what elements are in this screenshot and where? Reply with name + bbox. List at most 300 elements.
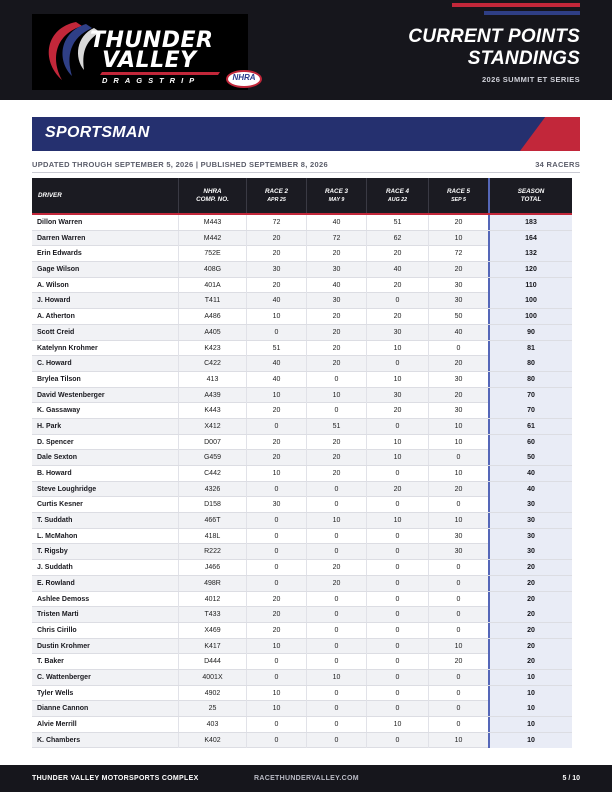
cell-race2: 30: [246, 497, 306, 512]
cell-race3: 10: [306, 513, 366, 528]
cell-race5: 0: [428, 717, 488, 732]
cell-race5: 10: [428, 466, 488, 481]
cell-race5: 30: [428, 372, 488, 387]
cell-driver: K. Chambers: [37, 736, 81, 744]
cell-race4: 0: [366, 639, 428, 654]
nhra-badge-text: NHRA: [232, 73, 256, 82]
cell-season-total: 61: [488, 419, 572, 434]
cell-race3: 0: [306, 623, 366, 638]
table-row: [32, 560, 572, 576]
cell-race3: 0: [306, 686, 366, 701]
table-row: [32, 278, 572, 294]
table-body: [32, 215, 572, 748]
cell-driver: Erin Edwards: [37, 250, 82, 258]
cell-race4: 0: [366, 592, 428, 607]
cell-comp-no: D444: [178, 654, 246, 669]
cell-driver: Katelynn Krohmer: [37, 344, 98, 352]
cell-race2: 10: [246, 466, 306, 481]
cell-comp-no: A439: [178, 388, 246, 403]
logo-word-thunder: THUNDER: [90, 28, 214, 53]
cell-race5: 20: [428, 262, 488, 277]
cell-comp-no: 4012: [178, 592, 246, 607]
cell-season-total: 20: [488, 639, 572, 654]
cell-season-total: 80: [488, 372, 572, 387]
cell-driver: Dustin Krohmer: [37, 642, 90, 650]
cell-race5: 0: [428, 576, 488, 591]
cell-race2: 20: [246, 231, 306, 246]
cell-season-total: 10: [488, 670, 572, 685]
cell-driver: B. Howard: [37, 470, 72, 477]
standings-table: [32, 178, 572, 748]
table-row: [32, 419, 572, 435]
cell-race4: 0: [366, 466, 428, 481]
cell-race3: 30: [306, 293, 366, 308]
cell-race5: 40: [428, 325, 488, 340]
table-row: [32, 246, 572, 262]
cell-driver: K. Gassaway: [37, 407, 81, 415]
cell-race2: 51: [246, 341, 306, 356]
cell-race2: 10: [246, 701, 306, 716]
cell-driver: T. Rigsby: [37, 548, 68, 556]
table-header: [32, 178, 572, 215]
column-header-race3-date: MAY 9: [328, 196, 345, 203]
cell-comp-no: 403: [178, 717, 246, 732]
cell-race3: 0: [306, 639, 366, 654]
table-row: [32, 293, 572, 309]
cell-driver: D. Spencer: [37, 438, 74, 446]
cell-race3: 20: [306, 466, 366, 481]
column-header-comp-line1: NHRA: [203, 187, 222, 195]
cell-race4: 10: [366, 717, 428, 732]
cell-race5: 10: [428, 639, 488, 654]
cell-race3: 20: [306, 325, 366, 340]
column-header-race4: [366, 178, 428, 213]
table-row: [32, 497, 572, 513]
cell-comp-no: 4001X: [178, 670, 246, 685]
table-row: [32, 670, 572, 686]
cell-driver: Dale Sexton: [37, 454, 78, 462]
column-header-race4-label: RACE 4: [385, 187, 410, 195]
cell-season-total: 110: [488, 278, 572, 293]
cell-comp-no: R222: [178, 544, 246, 559]
page-title-line2: STANDINGS: [467, 48, 580, 69]
cell-season-total: 50: [488, 450, 572, 465]
cell-race2: 0: [246, 419, 306, 434]
table-row: [32, 513, 572, 529]
cell-driver: H. Park: [37, 422, 62, 430]
cell-driver: Dianne Cannon: [37, 705, 89, 713]
table-row: [32, 654, 572, 670]
cell-race4: 0: [366, 419, 428, 434]
cell-race2: 40: [246, 372, 306, 387]
section-title: SPORTSMAN: [45, 124, 150, 141]
cell-season-total: 30: [488, 513, 572, 528]
cell-race3: 51: [306, 419, 366, 434]
cell-race2: 20: [246, 435, 306, 450]
cell-race4: 10: [366, 513, 428, 528]
cell-race2: 0: [246, 654, 306, 669]
cell-comp-no: T411: [178, 293, 246, 308]
banner-red-accent: [520, 117, 580, 151]
cell-race3: 0: [306, 701, 366, 716]
cell-race3: 0: [306, 592, 366, 607]
column-header-race3-label: RACE 3: [324, 187, 349, 195]
cell-race3: 40: [306, 278, 366, 293]
cell-race4: 10: [366, 435, 428, 450]
cell-season-total: 70: [488, 403, 572, 418]
cell-comp-no: 413: [178, 372, 246, 387]
cell-race5: 0: [428, 341, 488, 356]
table-row: [32, 435, 572, 451]
cell-comp-no: G459: [178, 450, 246, 465]
cell-race2: 20: [246, 246, 306, 261]
cell-race4: 30: [366, 325, 428, 340]
column-header-season-total: [488, 178, 572, 213]
cell-driver: Curtis Kesner: [37, 501, 83, 509]
column-header-race2-label: RACE 2: [264, 187, 289, 195]
cell-driver: Gage Wilson: [37, 266, 80, 274]
cell-race2: 10: [246, 309, 306, 324]
cell-driver: Darren Warren: [37, 234, 86, 242]
cell-comp-no: M442: [178, 231, 246, 246]
page-title: [408, 26, 580, 70]
cell-race3: 0: [306, 482, 366, 497]
cell-season-total: 20: [488, 607, 572, 622]
table-row: [32, 544, 572, 560]
cell-race5: 10: [428, 231, 488, 246]
cell-season-total: 80: [488, 356, 572, 371]
cell-season-total: 40: [488, 482, 572, 497]
cell-race2: 10: [246, 388, 306, 403]
standings-meta: [32, 160, 580, 170]
cell-driver: J. Suddath: [37, 564, 73, 572]
cell-comp-no: A486: [178, 309, 246, 324]
cell-season-total: 10: [488, 686, 572, 701]
cell-race3: 10: [306, 388, 366, 403]
cell-race5: 10: [428, 435, 488, 450]
cell-comp-no: 4902: [178, 686, 246, 701]
column-header-race4-date: AUG 22: [387, 196, 408, 203]
table-row: [32, 231, 572, 247]
cell-race4: 40: [366, 262, 428, 277]
cell-race2: 20: [246, 592, 306, 607]
table-row: [32, 733, 572, 749]
cell-comp-no: 498R: [178, 576, 246, 591]
cell-race2: 30: [246, 262, 306, 277]
cell-comp-no: K443: [178, 403, 246, 418]
cell-race4: 0: [366, 607, 428, 622]
cell-driver: T. Baker: [37, 658, 64, 666]
cell-race3: 20: [306, 341, 366, 356]
cell-season-total: 20: [488, 560, 572, 575]
cell-race5: 20: [428, 482, 488, 497]
cell-comp-no: K423: [178, 341, 246, 356]
cell-race5: 30: [428, 278, 488, 293]
cell-race2: 0: [246, 576, 306, 591]
cell-driver: A. Wilson: [37, 281, 69, 289]
column-header-total-line2: TOTAL: [520, 195, 542, 203]
cell-driver: Steve Loughridge: [37, 485, 97, 493]
cell-race5: 20: [428, 356, 488, 371]
column-header-race3: [306, 178, 366, 213]
cell-race4: 30: [366, 388, 428, 403]
cell-season-total: 20: [488, 592, 572, 607]
cell-race5: 0: [428, 670, 488, 685]
cell-season-total: 20: [488, 623, 572, 638]
section-banner: [32, 117, 580, 151]
cell-race5: 0: [428, 450, 488, 465]
column-header-comp-line2: COMP. NO.: [196, 195, 229, 203]
cell-season-total: 120: [488, 262, 572, 277]
cell-race2: 10: [246, 639, 306, 654]
cell-race3: 0: [306, 372, 366, 387]
cell-race5: 20: [428, 388, 488, 403]
cell-race3: 0: [306, 733, 366, 748]
cell-race5: 10: [428, 513, 488, 528]
page-header: [0, 0, 612, 100]
cell-season-total: 40: [488, 466, 572, 481]
cell-race4: 20: [366, 278, 428, 293]
cell-season-total: 100: [488, 309, 572, 324]
cell-race3: 20: [306, 246, 366, 261]
cell-race3: 0: [306, 497, 366, 512]
cell-driver: Dillon Warren: [37, 219, 83, 226]
cell-race5: 0: [428, 560, 488, 575]
cell-race4: 0: [366, 701, 428, 716]
cell-comp-no: X412: [178, 419, 246, 434]
cell-race3: 40: [306, 215, 366, 230]
cell-race2: 20: [246, 450, 306, 465]
cell-comp-no: T433: [178, 607, 246, 622]
cell-comp-no: 408G: [178, 262, 246, 277]
cell-race4: 0: [366, 529, 428, 544]
cell-comp-no: J466: [178, 560, 246, 575]
cell-race5: 30: [428, 293, 488, 308]
cell-comp-no: K402: [178, 733, 246, 748]
cell-race2: 0: [246, 544, 306, 559]
table-row: [32, 482, 572, 498]
cell-race2: 0: [246, 325, 306, 340]
series-subtitle: 2026 SUMMIT ET SERIES: [481, 75, 580, 84]
cell-season-total: 20: [488, 576, 572, 591]
cell-season-total: 10: [488, 717, 572, 732]
cell-race2: 0: [246, 670, 306, 685]
table-row: [32, 325, 572, 341]
cell-race2: 40: [246, 356, 306, 371]
cell-race2: 72: [246, 215, 306, 230]
cell-driver: L. McMahon: [37, 532, 78, 540]
cell-comp-no: 4326: [178, 482, 246, 497]
cell-race4: 0: [366, 497, 428, 512]
header-red-stripe: [452, 3, 580, 7]
cell-driver: David Westenberger: [37, 391, 105, 399]
cell-season-total: 30: [488, 529, 572, 544]
cell-race2: 20: [246, 607, 306, 622]
cell-driver: Chris Cirillo: [37, 626, 77, 634]
cell-race2: 20: [246, 278, 306, 293]
cell-comp-no: M443: [178, 215, 246, 230]
cell-season-total: 20: [488, 654, 572, 669]
table-row: [32, 309, 572, 325]
cell-race3: 20: [306, 560, 366, 575]
cell-race2: 0: [246, 733, 306, 748]
table-row: [32, 466, 572, 482]
cell-race5: 0: [428, 592, 488, 607]
cell-race3: 20: [306, 576, 366, 591]
cell-race4: 0: [366, 686, 428, 701]
cell-race4: 0: [366, 733, 428, 748]
cell-race5: 0: [428, 686, 488, 701]
cell-race3: 30: [306, 262, 366, 277]
table-row: [32, 372, 572, 388]
cell-race2: 20: [246, 403, 306, 418]
cell-race3: 10: [306, 670, 366, 685]
table-row: [32, 686, 572, 702]
cell-season-total: 70: [488, 388, 572, 403]
cell-race4: 0: [366, 654, 428, 669]
cell-race5: 0: [428, 701, 488, 716]
cell-race5: 20: [428, 215, 488, 230]
cell-season-total: 164: [488, 231, 572, 246]
cell-race4: 0: [366, 576, 428, 591]
cell-race3: 0: [306, 607, 366, 622]
cell-race4: 20: [366, 403, 428, 418]
cell-season-total: 10: [488, 701, 572, 716]
cell-comp-no: D158: [178, 497, 246, 512]
cell-race2: 10: [246, 686, 306, 701]
cell-driver: Tristen Marti: [37, 611, 79, 619]
cell-driver: A. Atherton: [37, 313, 75, 321]
table-row: [32, 341, 572, 357]
cell-comp-no: 25: [178, 701, 246, 716]
column-header-race5-date: SEP 5: [451, 196, 466, 203]
cell-season-total: 30: [488, 544, 572, 559]
cell-comp-no: K417: [178, 639, 246, 654]
cell-driver: Brylea Tilson: [37, 375, 81, 383]
table-row: [32, 639, 572, 655]
footer-org: THUNDER VALLEY MOTORSPORTS COMPLEX: [32, 775, 199, 782]
cell-comp-no: 752E: [178, 246, 246, 261]
cell-race5: 0: [428, 497, 488, 512]
cell-race5: 20: [428, 654, 488, 669]
column-header-driver-label: DRIVER: [38, 191, 62, 199]
cell-driver: E. Rowland: [37, 579, 75, 587]
cell-driver: Tyler Wells: [37, 689, 74, 697]
table-row: [32, 701, 572, 717]
column-header-race2-date: APR 25: [267, 196, 286, 203]
nhra-badge: [226, 70, 262, 88]
cell-race4: 0: [366, 670, 428, 685]
table-row: [32, 607, 572, 623]
table-row: [32, 215, 572, 231]
cell-race4: 0: [366, 293, 428, 308]
cell-race4: 10: [366, 450, 428, 465]
page-number: 5 / 10: [562, 775, 580, 782]
cell-race5: 30: [428, 544, 488, 559]
cell-season-total: 132: [488, 246, 572, 261]
cell-comp-no: 418L: [178, 529, 246, 544]
logo-tagline: DRAGSTRIP: [102, 76, 201, 85]
cell-race4: 20: [366, 246, 428, 261]
table-row: [32, 450, 572, 466]
cell-race3: 0: [306, 544, 366, 559]
table-row: [32, 262, 572, 278]
cell-race5: 72: [428, 246, 488, 261]
cell-driver: Alvie Merrill: [37, 721, 77, 728]
cell-driver: C. Wattenberger: [37, 673, 91, 681]
cell-race5: 50: [428, 309, 488, 324]
cell-race5: 30: [428, 529, 488, 544]
cell-race3: 20: [306, 450, 366, 465]
cell-driver: Ashlee Demoss: [37, 595, 90, 603]
cell-season-total: 10: [488, 733, 572, 748]
table-row: [32, 403, 572, 419]
logo-word-valley: VALLEY: [102, 48, 197, 73]
cell-driver: C. Howard: [37, 360, 72, 368]
cell-driver: Scott Creid: [37, 328, 75, 336]
cell-race4: 10: [366, 341, 428, 356]
column-header-comp-no: [178, 178, 246, 213]
cell-comp-no: D007: [178, 435, 246, 450]
cell-race3: 72: [306, 231, 366, 246]
column-header-race2: [246, 178, 306, 213]
cell-race2: 0: [246, 560, 306, 575]
page-title-line1: CURRENT POINTS: [408, 26, 580, 47]
cell-race4: 20: [366, 482, 428, 497]
cell-race5: 0: [428, 607, 488, 622]
cell-comp-no: X469: [178, 623, 246, 638]
cell-race2: 0: [246, 513, 306, 528]
cell-season-total: 81: [488, 341, 572, 356]
racer-count: 34 RACERS: [535, 160, 580, 169]
cell-race4: 0: [366, 544, 428, 559]
cell-race3: 20: [306, 435, 366, 450]
page-footer: [0, 765, 612, 792]
cell-comp-no: A405: [178, 325, 246, 340]
cell-race4: 0: [366, 623, 428, 638]
table-row: [32, 592, 572, 608]
cell-race2: 0: [246, 529, 306, 544]
cell-race4: 51: [366, 215, 428, 230]
table-row: [32, 623, 572, 639]
cell-race5: 30: [428, 403, 488, 418]
header-blue-stripe: [484, 11, 580, 15]
footer-url: RACETHUNDERVALLEY.COM: [254, 775, 359, 782]
column-header-race5: [428, 178, 488, 213]
cell-race2: 40: [246, 293, 306, 308]
table-row: [32, 356, 572, 372]
cell-comp-no: C422: [178, 356, 246, 371]
cell-race3: 0: [306, 717, 366, 732]
cell-race3: 20: [306, 309, 366, 324]
cell-comp-no: 466T: [178, 513, 246, 528]
cell-driver: T. Suddath: [37, 517, 73, 525]
cell-race3: 0: [306, 403, 366, 418]
cell-race4: 62: [366, 231, 428, 246]
cell-race4: 10: [366, 372, 428, 387]
table-row: [32, 576, 572, 592]
cell-race5: 10: [428, 419, 488, 434]
cell-comp-no: C442: [178, 466, 246, 481]
cell-race3: 0: [306, 529, 366, 544]
cell-race2: 20: [246, 623, 306, 638]
table-row: [32, 529, 572, 545]
table-row: [32, 388, 572, 404]
cell-race3: 0: [306, 654, 366, 669]
column-header-driver: [32, 178, 178, 213]
cell-race4: 0: [366, 560, 428, 575]
cell-race5: 10: [428, 733, 488, 748]
